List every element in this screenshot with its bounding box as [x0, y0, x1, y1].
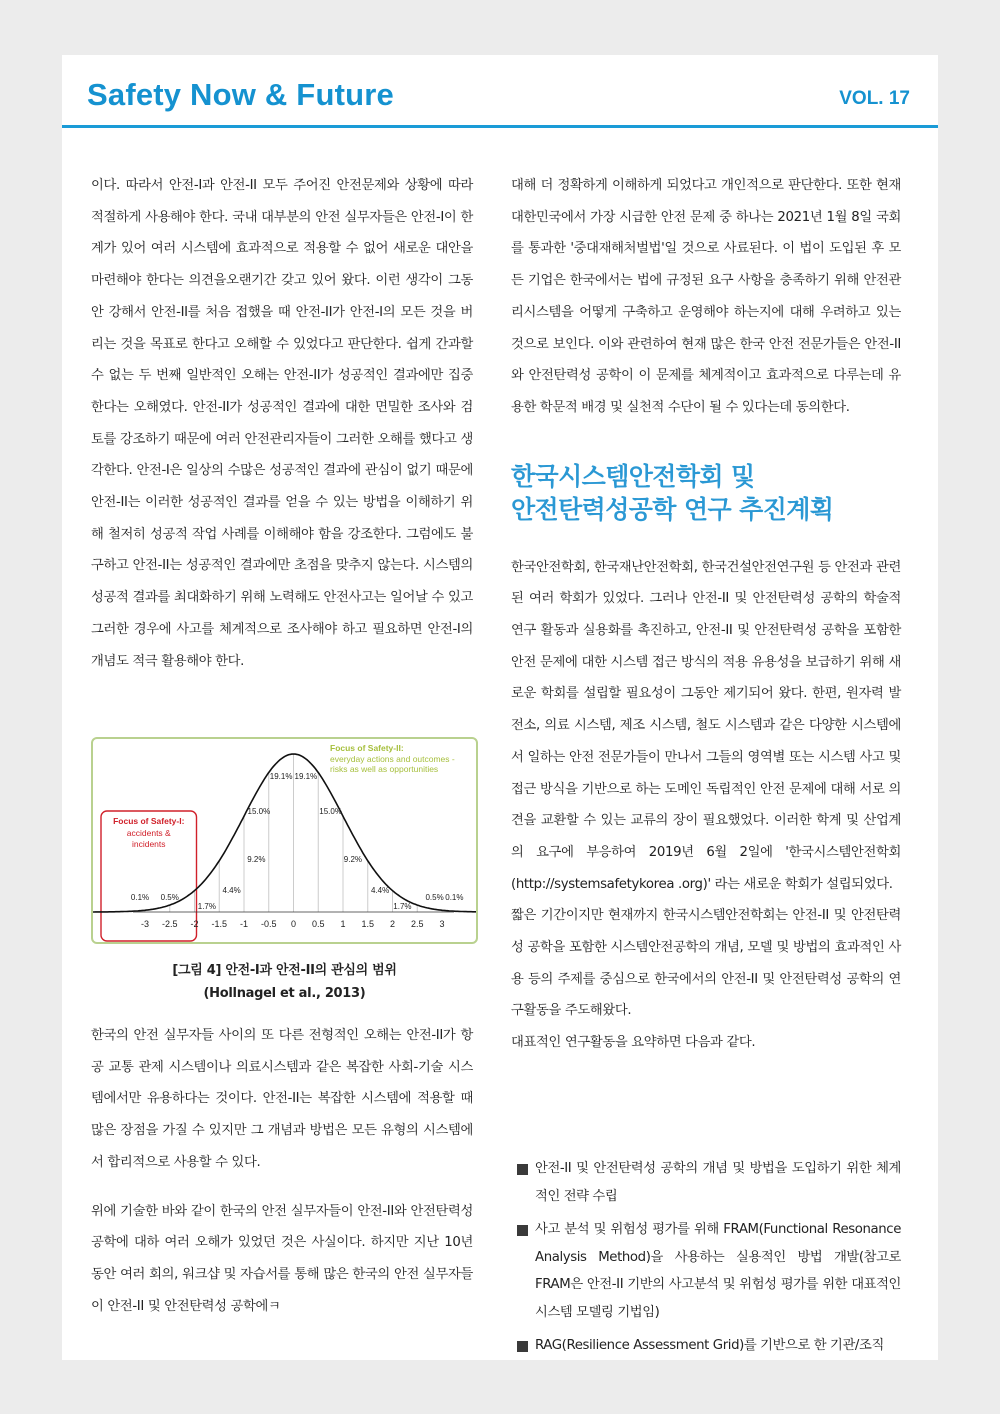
band-percent-label: 0.1% — [445, 893, 464, 902]
band-percent-label: 9.2% — [247, 855, 266, 864]
body-paragraph: 한국안전학회, 한국재난안전학회, 한국건설안전연구원 등 안전과 관련된 여러 학회가 있었다. 그러나 안전-II 및 안전탄력성 공학의 학술적 연구 활동과 실용화를 촉진하고, 안전-II 및 안전탄력성 공학을 포함한 안전 문제에 대한 시스템 접근 방식의 적용 유용성을 보급하기 위해 새로운 학회를 설립할 필요성이 그동안 제기되어 왔다. 한편, 원자력 발전소, 의료 시스템, 제조 시스템, 철도 시스템과 같은 다양한 시스템에서 일하는 안전 전문가들이 만나서 그들의 영역별 또는 시스템 사고 및 접근 방식을 기반으로 하는 도메인 독립적인 안전 문제에 대해 서로 의견을 교환할 수 있는 교류의 장이 필요했었다. 이러한 학계 및 산업계의 요구에 부응하여 2019년 6월 2일에 '한국시스템안전학회(http://systemsafetykorea .org)' 라는 새로운 학회가 설립되었다. — [511, 559, 901, 892]
body-paragraph: 이다. 따라서 안전-I과 안전-II 모두 주어진 안전문제와 상황에 따라 적절하게 사용해야 한다. 국내 대부분의 안전 실무자들은 안전-I이 한계가 있어 여러 시스템에 효과적으로 적용할 수 없어 새로운 대안을 마련해야 한다는 의견을오랜기간 갖고 있어 왔다. 이런 생각이 그동안 강해서 안전-II를 처음 접했을 때 안전-II가 안전-I의 모든 것을 버리는 것을 목표로 한다고 오해할 수 있었다고 판단한다. 쉽게 간과할 수 없는 두 번째 일반적인 오해는 안전-II가 성공적인 결과에만 집중한다는 오해였다. 안전-II가 성공적인 결과에 대한 면밀한 조사와 검토를 강조하기 때문에 여러 안전관리자들이 그러한 오해를 했다고 생각한다. 안전-I은 일상의 수많은 성공적인 결과에 관심이 없기 때문에 안전-II는 이러한 성공적인 결과를 얻을 수 있는 방법을 이해하기 위해 철저히 성공적 작업 사례를 이해해야 함을 강조한다. 그럼에도 불구하고 안전-II는 성공적인 결과에만 초점을 맞추지 않는다. 시스템의 성공적 결과를 최대화하기 위해 노력해도 안전사고는 일어날 수 있고 그러한 경우에 사고를 체계적으로 조사해야 하고 필요하면 안전-I의 개념도 적극 활용해야 한다. — [91, 178, 473, 669]
x-tick-label: -1 — [239, 919, 249, 929]
body-paragraph: 한국의 안전 실무자들 사이의 또 다른 전형적인 오해는 안전-II가 항공 교통 관제 시스템이나 의료시스템과 같은 복잡한 사회-기술 시스템에서만 유용하다는 것이다. 안전-II는 복잡한 시스템에 적용할 때 많은 장점을 가질 수 있지만 그 개념과 방법은 모든 유형의 시스템에서 합리적으로 사용할 수 있다. — [91, 1028, 473, 1170]
left-column — [91, 170, 473, 677]
body-paragraph: 대해 더 정확하게 이해하게 되었다고 개인적으로 판단한다. 또한 현재 대한민국에서 가장 시급한 안전 문제 중 하나는 2021년 1월 8일 국회를 통과한 '중대재해처벌법'일 것으로 사료된다. 이 법이 도입된 후 모든 기업은 한국에서는 법에 규정된 요구 사항을 충족하기 위해 안전관리시스템을 어떻게 구축하고 운영해야 하는지에 대해 우려하고 있는 것으로 보인다. 이와 관련하여 현재 많은 한국 안전 전문가들은 안전-II와 안전탄력성 공학이 이 문제를 체계적이고 효과적으로 다루는데 유용한 학문적 배경 및 실천적 수단이 될 수 있다는데 동의한다. — [511, 178, 901, 415]
safety1-annotation: accidents & — [126, 828, 171, 838]
figure-caption-source: (Hollnagel et al., 2013) — [203, 986, 366, 1001]
x-tick-label: 2.5 — [410, 919, 424, 929]
list-item: RAG(Resilience Assessment Grid)를 기반으로 한 기관/조직 — [517, 1332, 901, 1360]
x-tick-label: 0.5 — [311, 919, 325, 929]
activity-list — [517, 1155, 901, 1360]
safety2-annotation: everyday actions and outcomes - — [330, 754, 455, 764]
x-tick-label: -0.5 — [260, 919, 277, 929]
band-percent-label: 1.7% — [197, 902, 216, 911]
document-page — [62, 55, 938, 1360]
square-bullet-icon — [517, 1225, 528, 1236]
page-header — [62, 55, 938, 128]
band-percent-label: 4.4% — [222, 886, 241, 895]
x-tick-label: -2.5 — [161, 919, 178, 929]
x-tick-label: -2 — [190, 919, 199, 929]
band-percent-label: 0.5% — [425, 893, 444, 902]
right-column — [511, 170, 901, 1059]
band-percent-label: 4.4% — [371, 886, 390, 895]
left-column-lower — [91, 1020, 473, 1322]
list-item: 안전-II 및 안전탄력성 공학의 개념 및 방법을 도입하기 위한 체계적인 전략 수립 — [517, 1155, 901, 1210]
section-heading-line2: 안전탄력성공학 연구 추진계획 — [511, 494, 834, 524]
square-bullet-icon — [517, 1164, 528, 1175]
band-percent-label: 9.2% — [343, 855, 363, 864]
band-percent-label: 19.1% — [294, 772, 318, 781]
safety2-annotation: risks as well as opportunities — [330, 764, 439, 774]
band-percent-label: 0.1% — [130, 893, 150, 902]
band-percent-label: 15.0% — [247, 807, 271, 816]
magazine-title: Safety Now & Future — [87, 77, 394, 112]
band-percent-label: 15.0% — [319, 807, 342, 816]
x-tick-label: 1 — [340, 919, 346, 929]
safety1-annotation: Focus of Safety-I: — [113, 816, 185, 826]
x-tick-label: -1.5 — [211, 919, 228, 929]
volume-number: VOL. 17 — [839, 88, 910, 109]
x-tick-label: 0 — [290, 919, 297, 929]
body-paragraph: 대표적인 연구활동을 요약하면 다음과 같다. — [511, 1035, 756, 1051]
band-percent-label: 1.7% — [393, 902, 412, 911]
list-item: 사고 분석 및 위험성 평가를 위해 FRAM(Functional Resonance Analysis Method)을 사용하는 실용적인 방법 개발(참고로 FRAM은 안전-II 기반의 사고분석 및 위험성 평가를 위한 대표적인 시스템 모델링 기법임) — [517, 1216, 901, 1326]
safety1-annotation: incidents — [131, 839, 166, 849]
square-bullet-icon — [517, 1341, 528, 1352]
figure-normal-distribution — [91, 737, 478, 944]
x-tick-label: 3 — [439, 919, 445, 929]
figure-caption — [91, 959, 478, 1005]
section-heading — [511, 460, 901, 526]
band-percent-label: 0.5% — [160, 893, 179, 902]
x-tick-label: -3 — [140, 919, 150, 929]
x-tick-label: 1.5 — [361, 919, 375, 929]
body-paragraph: 짧은 기간이지만 현재까지 한국시스템안전학회는 안전-II 및 안전탄력성 공학을 포함한 시스템안전공학의 개념, 모델 및 방법의 효과적인 사용 등의 주제를 중심으로 한국에서의 안전-II 및 안전탄력성 공학의 연구활동을 주도해왔다. — [511, 908, 901, 1019]
band-percent-label: 19.1% — [269, 772, 293, 781]
safety2-annotation: Focus of Safety-II: — [330, 743, 404, 753]
section-heading-line1: 한국시스템안전학회 및 — [511, 461, 755, 491]
distribution-chart — [93, 739, 476, 942]
figure-caption-title: [그림 4] 안전-I과 안전-II의 관심의 범위 — [172, 963, 397, 978]
body-paragraph: 위에 기술한 바와 같이 한국의 안전 실무자들이 안전-II와 안전탄력성 공학에 대하 여러 오해가 있었던 것은 사실이다. 하지만 지난 10년 동안 여러 회의, 워크샵 및 자습서를 통해 많은 한국의 안전 실무자들이 안전-II 및 안전탄력성 공학에ㅋ — [91, 1203, 473, 1314]
x-tick-label: 2 — [389, 919, 396, 929]
